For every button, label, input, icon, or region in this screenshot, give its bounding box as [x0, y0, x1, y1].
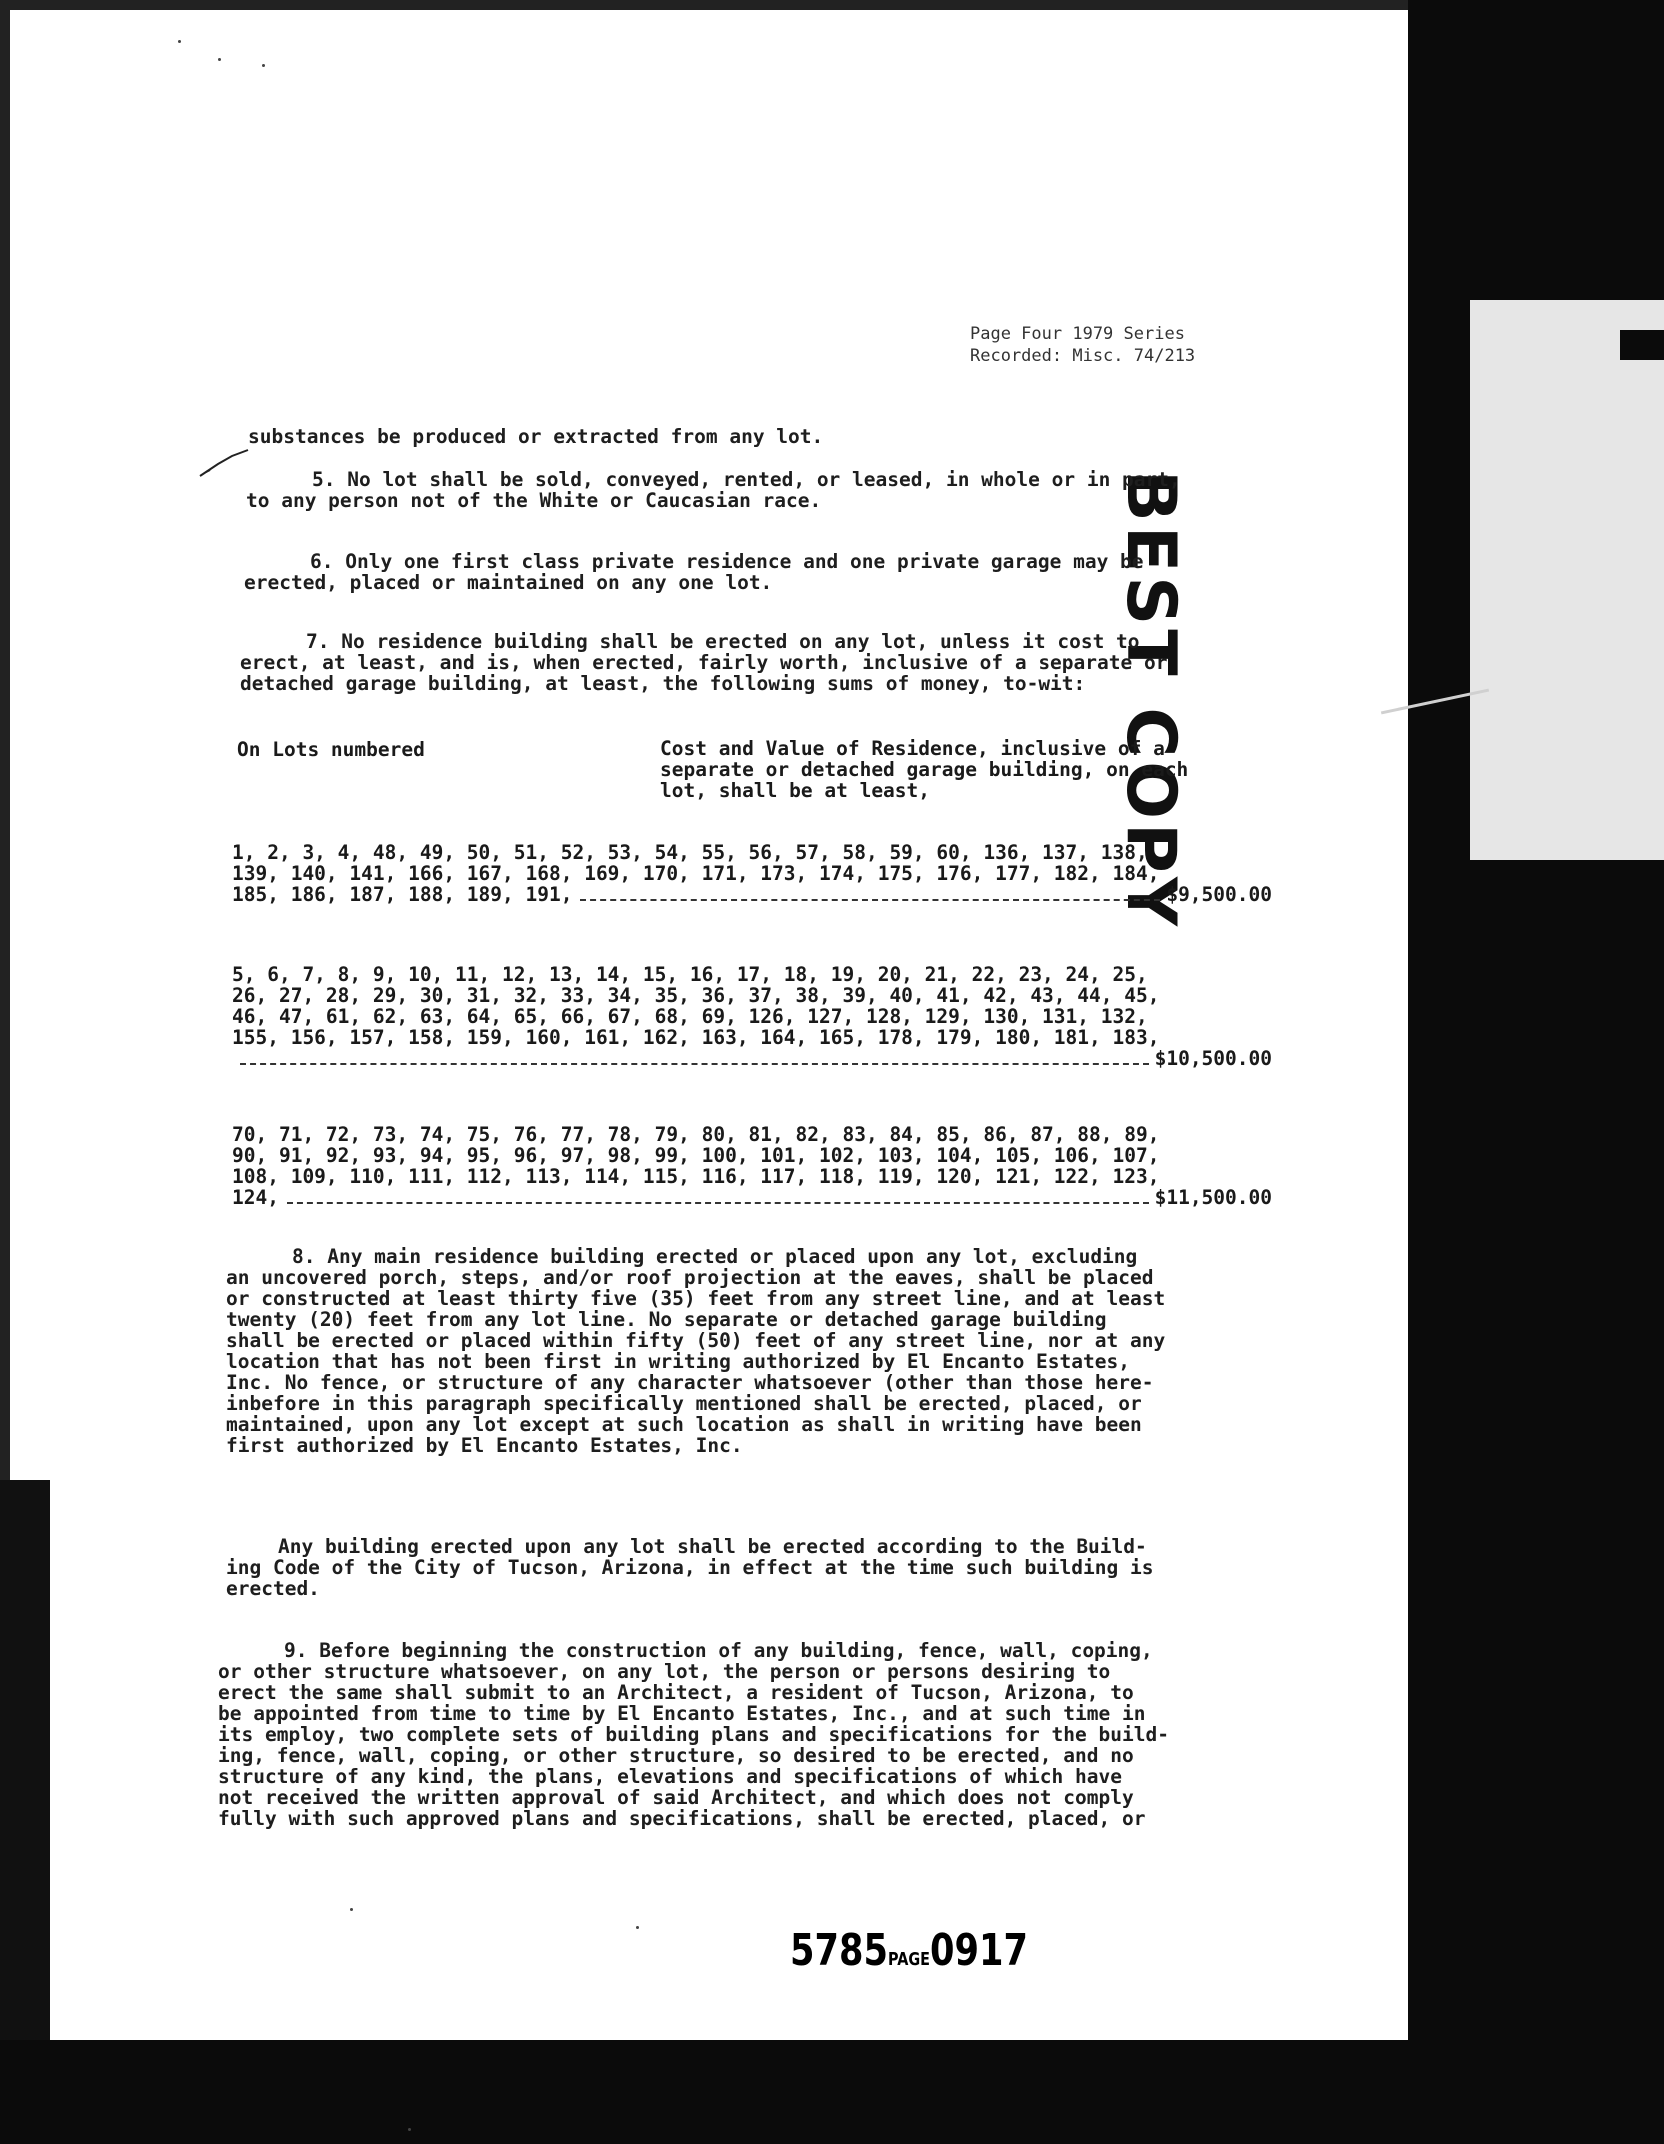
lot-row: 139, 140, 141, 166, 167, 168, 169, 170, 171, 173, 174, 175, 176, 177, 182, 184,: [232, 862, 1160, 885]
lot-row-total: [232, 1048, 1272, 1071]
text-line: fully with such approved plans and specifications, shall be erected, placed, or: [218, 1807, 1146, 1830]
header-line-2: Recorded: Misc. 74/213: [970, 346, 1196, 366]
text-line: 7. No residence building shall be erected on any lot, unless it cost to: [306, 630, 1140, 653]
recording-number: [790, 1925, 1028, 1976]
scan-speck: [178, 40, 181, 43]
paragraph-8: [226, 1246, 1165, 1456]
cost-amount: $10,500.00: [1154, 1047, 1272, 1070]
text-line: to any person not of the White or Caucasian race.: [246, 489, 822, 512]
scan-edge-left: [0, 0, 10, 1480]
text-line: substances be produced or extracted from any lot.: [248, 425, 824, 448]
lot-row: 108, 109, 110, 111, 112, 113, 114, 115, 116, 117, 118, 119, 120, 121, 122, 123,: [232, 1165, 1160, 1188]
text-line: an uncovered porch, steps, and/or roof projection at the eaves, shall be placed: [226, 1266, 1154, 1289]
text-line: Any building erected upon any lot shall be erected according to the Build-: [278, 1535, 1147, 1558]
text-line: location that has not been first in writing authorized by El Encanto Estates,: [226, 1350, 1130, 1373]
text-line: 9. Before beginning the construction of any building, fence, wall, coping,: [284, 1639, 1153, 1662]
cost-amount: $11,500.00: [1154, 1186, 1272, 1209]
paragraph-6: [244, 551, 1144, 593]
scan-edge-left-lower: [0, 1480, 50, 2080]
text-line: separate or detached garage building, on each: [660, 758, 1189, 781]
text-line: structure of any kind, the plans, elevations and specifications of which have: [218, 1765, 1122, 1788]
lot-row: 155, 156, 157, 158, 159, 160, 161, 162, 163, 164, 165, 178, 179, 180, 181, 183,: [232, 1026, 1160, 1049]
cost-column-header: [660, 738, 1188, 801]
best-copy-stamp: BEST COPY: [1111, 470, 1190, 931]
page-header: [970, 323, 1290, 367]
header-line-1: Page Four 1979 Series: [970, 324, 1185, 344]
lot-row-total: [232, 1187, 1272, 1210]
lots-column-header: On Lots numbered: [237, 738, 425, 761]
lot-row: 70, 71, 72, 73, 74, 75, 76, 77, 78, 79, 80, 81, 82, 83, 84, 85, 86, 87, 88, 89,: [232, 1123, 1160, 1146]
paragraph-9: [218, 1640, 1169, 1829]
lot-row: 5, 6, 7, 8, 9, 10, 11, 12, 13, 14, 15, 16, 17, 18, 19, 20, 21, 22, 23, 24, 25,: [232, 963, 1148, 986]
scan-speck: [262, 64, 265, 67]
text-line: first authorized by El Encanto Estates, Inc.: [226, 1434, 743, 1457]
paragraph-7: [240, 631, 1167, 694]
text-line: 8. Any main residence building erected or placed upon any lot, excluding: [292, 1245, 1138, 1268]
paragraph-8b: [226, 1536, 1153, 1599]
page-number: 0917: [930, 1925, 1028, 1976]
text-line: inbefore in this paragraph specifically mentioned shall be erected, placed, or: [226, 1392, 1142, 1415]
lot-row: 185, 186, 187, 188, 189, 191,: [232, 883, 573, 906]
lot-row: 124,: [232, 1186, 279, 1209]
scan-edge-notch: [1620, 330, 1664, 360]
dash-leader: [240, 1063, 1149, 1065]
lot-group-3: [232, 1124, 1272, 1210]
scan-speck: [636, 1926, 639, 1929]
text-line: erect the same shall submit to an Architect, a resident of Tucson, Arizona, to: [218, 1681, 1134, 1704]
dash-leader: [287, 1202, 1149, 1204]
text-line: lot, shall be at least,: [660, 779, 931, 802]
text-line: its employ, two complete sets of building plans and specifications for the build-: [218, 1723, 1169, 1746]
text-line: ing, fence, wall, coping, or other structure, so desired to be erected, and no: [218, 1744, 1134, 1767]
lot-row: 90, 91, 92, 93, 94, 95, 96, 97, 98, 99, 100, 101, 102, 103, 104, 105, 106, 107,: [232, 1144, 1160, 1167]
text-line: not received the written approval of said Architect, and which does not comply: [218, 1786, 1134, 1809]
text-line: twenty (20) feet from any lot line. No separate or detached garage building: [226, 1308, 1107, 1331]
paragraph-4-tail: [248, 426, 823, 447]
margin-check-mark: [198, 448, 250, 478]
text-line: Cost and Value of Residence, inclusive of a: [660, 737, 1165, 760]
lot-row-total: [232, 884, 1272, 907]
text-line: 5. No lot shall be sold, conveyed, rented, or leased, in whole or in part,: [312, 468, 1181, 491]
text-line: erected, placed or maintained on any one lot.: [244, 571, 773, 594]
text-line: ing Code of the City of Tucson, Arizona, in effect at the time such building is: [226, 1556, 1154, 1579]
scan-speck: [408, 2128, 411, 2131]
lot-row: 26, 27, 28, 29, 30, 31, 32, 33, 34, 35, 36, 37, 38, 39, 40, 41, 42, 43, 44, 45,: [232, 984, 1160, 1007]
text-line: 6. Only one first class private residence and one private garage may be: [310, 550, 1144, 573]
lot-row: 1, 2, 3, 4, 48, 49, 50, 51, 52, 53, 54, 55, 56, 57, 58, 59, 60, 136, 137, 138,: [232, 841, 1148, 864]
book-number: 5785: [790, 1925, 888, 1976]
paragraph-5: [246, 469, 1181, 511]
scan-edge-right-light: [1470, 300, 1664, 860]
text-line: erected.: [226, 1577, 320, 1600]
scan-speck: [350, 1908, 353, 1911]
lot-group-1: [232, 842, 1272, 907]
dash-leader: [580, 899, 1160, 901]
lot-group-2: [232, 964, 1272, 1071]
scan-speck: [218, 58, 221, 61]
text-line: Inc. No fence, or structure of any character whatsoever (other than those here-: [226, 1371, 1154, 1394]
text-line: shall be erected or placed within fifty (50) feet of any street line, nor at any: [226, 1329, 1166, 1352]
scan-edge-bottom: [0, 2040, 1664, 2144]
text-line: maintained, upon any lot except at such location as shall in writing have been: [226, 1413, 1142, 1436]
text-line: or other structure whatsoever, on any lot, the person or persons desiring to: [218, 1660, 1111, 1683]
text-line: detached garage building, at least, the following sums of money, to-wit:: [240, 672, 1086, 695]
text-line: erect, at least, and is, when erected, fairly worth, inclusive of a separate or: [240, 651, 1168, 674]
page-label: PAGE: [887, 1949, 931, 1970]
cost-amount: $9,500.00: [1166, 883, 1272, 906]
text-line: or constructed at least thirty five (35) feet from any street line, and at least: [226, 1287, 1166, 1310]
text-line: be appointed from time to time by El Encanto Estates, Inc., and at such time in: [218, 1702, 1146, 1725]
lot-row: 46, 47, 61, 62, 63, 64, 65, 66, 67, 68, 69, 126, 127, 128, 129, 130, 131, 132,: [232, 1005, 1148, 1028]
